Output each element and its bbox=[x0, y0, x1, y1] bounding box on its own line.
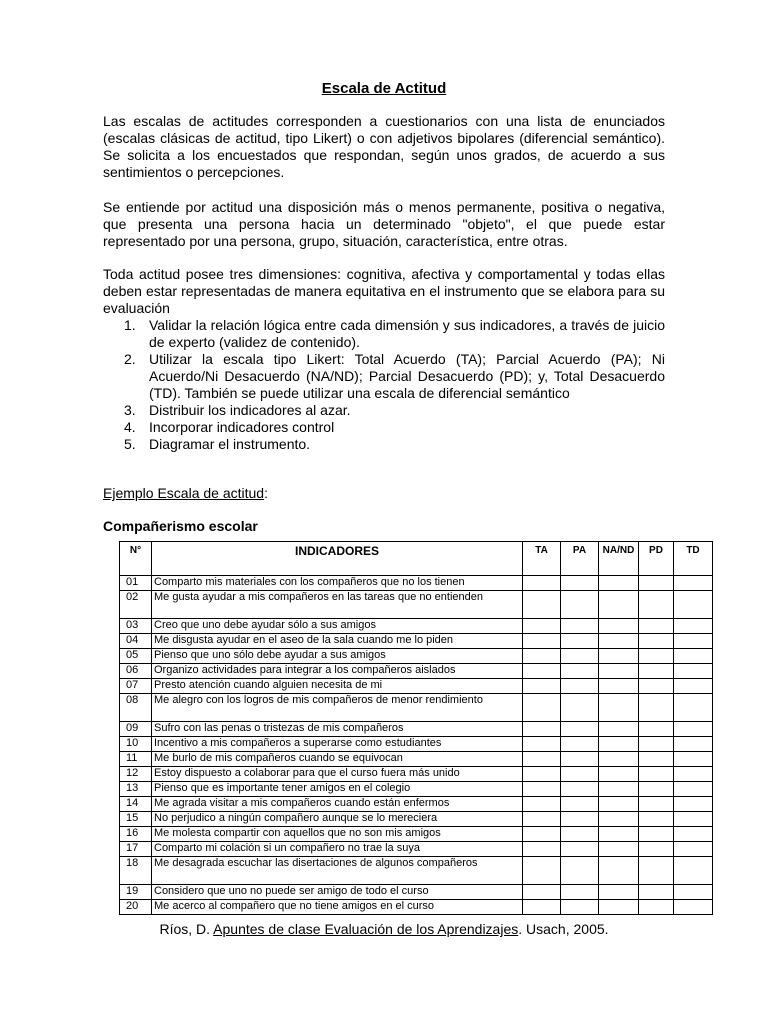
row-indicator: Me gusta ayudar a mis compañeros en las tareas que no entienden bbox=[152, 591, 523, 619]
list-item bbox=[103, 317, 665, 351]
table-row bbox=[120, 576, 713, 591]
row-indicator: Me agrada visitar a mis compañeros cuando están enfermos bbox=[152, 797, 523, 812]
cell-ta[interactable] bbox=[523, 591, 561, 619]
row-number: 19 bbox=[120, 885, 152, 900]
table-row bbox=[120, 782, 713, 797]
cell-td[interactable] bbox=[674, 812, 713, 827]
table-row bbox=[120, 752, 713, 767]
row-number: 07 bbox=[120, 679, 152, 694]
cell-nand[interactable] bbox=[599, 797, 639, 812]
cell-td[interactable] bbox=[674, 857, 713, 885]
cell-pd[interactable] bbox=[639, 842, 674, 857]
table-row bbox=[120, 649, 713, 664]
row-number: 05 bbox=[120, 649, 152, 664]
cell-ta[interactable] bbox=[523, 694, 561, 722]
step-number: 4. bbox=[124, 419, 136, 435]
cell-pa[interactable] bbox=[561, 619, 599, 634]
step-text: Diagramar el instrumento. bbox=[149, 436, 311, 452]
header-pa: PA bbox=[561, 542, 599, 576]
cell-nand[interactable] bbox=[599, 767, 639, 782]
step-text: Distribuir los indicadores al azar. bbox=[149, 402, 351, 418]
cell-td[interactable] bbox=[674, 634, 713, 649]
cell-pa[interactable] bbox=[561, 634, 599, 649]
row-indicator: Comparto mis materiales con los compañeros que no los tienen bbox=[152, 576, 523, 591]
cell-ta[interactable] bbox=[523, 576, 561, 591]
header-number: N° bbox=[120, 542, 152, 576]
table-header-row bbox=[120, 542, 713, 576]
header-indicators: INDICADORES bbox=[152, 542, 523, 576]
cell-td[interactable] bbox=[674, 576, 713, 591]
table-row bbox=[120, 664, 713, 679]
row-indicator: Creo que uno debe ayudar sólo a sus amigos bbox=[152, 619, 523, 634]
table-row bbox=[120, 737, 713, 752]
step-number: 1. bbox=[124, 317, 136, 333]
row-number: 01 bbox=[120, 576, 152, 591]
cell-pa[interactable] bbox=[561, 722, 599, 737]
table-row bbox=[120, 722, 713, 737]
cell-pd[interactable] bbox=[639, 857, 674, 885]
cell-nand[interactable] bbox=[599, 885, 639, 900]
cell-nand[interactable] bbox=[599, 649, 639, 664]
cell-pd[interactable] bbox=[639, 900, 674, 915]
citation-work: Apuntes de clase Evaluación de los Aprendizajes bbox=[213, 921, 519, 937]
cell-pd[interactable] bbox=[639, 591, 674, 619]
step-text: Utilizar la escala tipo Likert: Total Acuerdo (TA); Parcial Acuerdo (PA); Ni Acuerdo/Ni Desacuerdo (NA/ND); Parcial Desacuerdo (PD); y, Total Desacuerdo (TD). También se puede utilizar una escala de diferencial semántico bbox=[149, 351, 665, 401]
row-indicator: Me desagrada escuchar las disertaciones de algunos compañeros bbox=[152, 857, 523, 885]
cell-pa[interactable] bbox=[561, 885, 599, 900]
cell-nand[interactable] bbox=[599, 782, 639, 797]
header-td: TD bbox=[674, 542, 713, 576]
cell-pd[interactable] bbox=[639, 649, 674, 664]
cell-td[interactable] bbox=[674, 885, 713, 900]
cell-pd[interactable] bbox=[639, 885, 674, 900]
table-row bbox=[120, 694, 713, 722]
step-text: Validar la relación lógica entre cada dimensión y sus indicadores, a través de juicio de experto (validez de contenido). bbox=[149, 317, 665, 350]
cell-pd[interactable] bbox=[639, 737, 674, 752]
table-row bbox=[120, 827, 713, 842]
cell-pd[interactable] bbox=[639, 812, 674, 827]
row-number: 02 bbox=[120, 591, 152, 619]
table-row bbox=[120, 900, 713, 915]
cell-nand[interactable] bbox=[599, 576, 639, 591]
cell-ta[interactable] bbox=[523, 812, 561, 827]
cell-td[interactable] bbox=[674, 679, 713, 694]
row-indicator: Me disgusta ayudar en el aseo de la sala cuando me lo piden bbox=[152, 634, 523, 649]
cell-pd[interactable] bbox=[639, 782, 674, 797]
cell-pd[interactable] bbox=[639, 576, 674, 591]
row-indicator: Comparto mi colación si un compañero no trae la suya bbox=[152, 842, 523, 857]
step-text: Incorporar indicadores control bbox=[149, 419, 335, 435]
row-number: 13 bbox=[120, 782, 152, 797]
cell-ta[interactable] bbox=[523, 767, 561, 782]
cell-nand[interactable] bbox=[599, 619, 639, 634]
row-number: 20 bbox=[120, 900, 152, 915]
list-item bbox=[103, 351, 665, 402]
paragraph-definition: Se entiende por actitud una disposición más o menos permanente, positiva o negativa, que presenta una persona hacia un determinado "objeto", el que puede estar representado por una persona, grupo, situación, característica, entre otras. bbox=[103, 199, 665, 249]
row-indicator: Pienso que uno sólo debe ayudar a sus amigos bbox=[152, 649, 523, 664]
row-indicator: Me burlo de mis compañeros cuando se equivocan bbox=[152, 752, 523, 767]
table-row bbox=[120, 885, 713, 900]
cell-nand[interactable] bbox=[599, 900, 639, 915]
row-number: 14 bbox=[120, 797, 152, 812]
list-item bbox=[103, 402, 665, 419]
cell-ta[interactable] bbox=[523, 664, 561, 679]
row-number: 06 bbox=[120, 664, 152, 679]
step-number: 2. bbox=[124, 351, 136, 367]
cell-pa[interactable] bbox=[561, 752, 599, 767]
cell-nand[interactable] bbox=[599, 679, 639, 694]
cell-ta[interactable] bbox=[523, 900, 561, 915]
cell-pd[interactable] bbox=[639, 679, 674, 694]
row-indicator: Incentivo a mis compañeros a superarse como estudiantes bbox=[152, 737, 523, 752]
row-indicator: Me acerco al compañero que no tiene amigos en el curso bbox=[152, 900, 523, 915]
cell-td[interactable] bbox=[674, 842, 713, 857]
table-row bbox=[120, 619, 713, 634]
cell-ta[interactable] bbox=[523, 634, 561, 649]
cell-td[interactable] bbox=[674, 752, 713, 767]
example-label-colon: : bbox=[264, 485, 268, 501]
cell-td[interactable] bbox=[674, 649, 713, 664]
row-indicator: Presto atención cuando alguien necesita de mi bbox=[152, 679, 523, 694]
cell-ta[interactable] bbox=[523, 752, 561, 767]
row-indicator: Pienso que es importante tener amigos en el colegio bbox=[152, 782, 523, 797]
cell-pa[interactable] bbox=[561, 812, 599, 827]
cell-pa[interactable] bbox=[561, 679, 599, 694]
cell-pa[interactable] bbox=[561, 694, 599, 722]
cell-pa[interactable] bbox=[561, 827, 599, 842]
row-indicator: Me alegro con los logros de mis compañeros de menor rendimiento bbox=[152, 694, 523, 722]
row-number: 11 bbox=[120, 752, 152, 767]
cell-ta[interactable] bbox=[523, 619, 561, 634]
table-row bbox=[120, 679, 713, 694]
cell-ta[interactable] bbox=[523, 857, 561, 885]
cell-pa[interactable] bbox=[561, 737, 599, 752]
cell-ta[interactable] bbox=[523, 842, 561, 857]
table-row bbox=[120, 842, 713, 857]
row-number: 09 bbox=[120, 722, 152, 737]
cell-td[interactable] bbox=[674, 782, 713, 797]
row-indicator: Organizo actividades para integrar a los compañeros aislados bbox=[152, 664, 523, 679]
cell-td[interactable] bbox=[674, 591, 713, 619]
header-pd: PD bbox=[639, 542, 674, 576]
cell-pa[interactable] bbox=[561, 664, 599, 679]
cell-nand[interactable] bbox=[599, 737, 639, 752]
cell-pd[interactable] bbox=[639, 797, 674, 812]
cell-ta[interactable] bbox=[523, 797, 561, 812]
header-nand: NA/ND bbox=[599, 542, 639, 576]
cell-td[interactable] bbox=[674, 900, 713, 915]
row-number: 18 bbox=[120, 857, 152, 885]
cell-nand[interactable] bbox=[599, 812, 639, 827]
cell-pd[interactable] bbox=[639, 827, 674, 842]
cell-nand[interactable] bbox=[599, 827, 639, 842]
row-number: 08 bbox=[120, 694, 152, 722]
cell-td[interactable] bbox=[674, 737, 713, 752]
steps-list bbox=[103, 317, 665, 453]
cell-pa[interactable] bbox=[561, 649, 599, 664]
cell-nand[interactable] bbox=[599, 752, 639, 767]
example-label bbox=[103, 485, 268, 501]
cell-td[interactable] bbox=[674, 694, 713, 722]
table-row bbox=[120, 767, 713, 782]
cell-td[interactable] bbox=[674, 664, 713, 679]
header-ta: TA bbox=[523, 542, 561, 576]
cell-td[interactable] bbox=[674, 722, 713, 737]
cell-ta[interactable] bbox=[523, 737, 561, 752]
table-row bbox=[120, 634, 713, 649]
cell-ta[interactable] bbox=[523, 885, 561, 900]
cell-pd[interactable] bbox=[639, 619, 674, 634]
attitude-scale-table bbox=[119, 541, 713, 915]
list-item bbox=[103, 419, 665, 436]
citation-author: Ríos, D. bbox=[159, 921, 214, 937]
cell-ta[interactable] bbox=[523, 722, 561, 737]
cell-nand[interactable] bbox=[599, 722, 639, 737]
step-number: 5. bbox=[124, 436, 136, 452]
scale-subtitle: Compañerismo escolar bbox=[103, 518, 258, 534]
cell-pd[interactable] bbox=[639, 694, 674, 722]
row-number: 15 bbox=[120, 812, 152, 827]
cell-pa[interactable] bbox=[561, 900, 599, 915]
table-row bbox=[120, 591, 713, 619]
row-number: 04 bbox=[120, 634, 152, 649]
cell-pa[interactable] bbox=[561, 857, 599, 885]
row-indicator: Estoy dispuesto a colaborar para que el curso fuera más unido bbox=[152, 767, 523, 782]
cell-nand[interactable] bbox=[599, 664, 639, 679]
cell-pa[interactable] bbox=[561, 782, 599, 797]
citation bbox=[0, 921, 768, 937]
document-title: Escala de Actitud bbox=[321, 80, 447, 97]
cell-pd[interactable] bbox=[639, 752, 674, 767]
cell-pd[interactable] bbox=[639, 767, 674, 782]
cell-nand[interactable] bbox=[599, 842, 639, 857]
row-number: 16 bbox=[120, 827, 152, 842]
cell-pa[interactable] bbox=[561, 767, 599, 782]
cell-td[interactable] bbox=[674, 827, 713, 842]
list-item bbox=[103, 436, 665, 453]
cell-td[interactable] bbox=[674, 767, 713, 782]
cell-nand[interactable] bbox=[599, 591, 639, 619]
cell-pd[interactable] bbox=[639, 664, 674, 679]
cell-nand[interactable] bbox=[599, 694, 639, 722]
cell-pa[interactable] bbox=[561, 591, 599, 619]
cell-td[interactable] bbox=[674, 619, 713, 634]
cell-nand[interactable] bbox=[599, 857, 639, 885]
paragraph-intro: Las escalas de actitudes corresponden a cuestionarios con una lista de enunciados (escalas clásicas de actitud, tipo Likert) o con adjetivos bipolares (diferencial semántico). Se solicita a los encuestados que respondan, según unos grados, de acuerdo a sus sentimientos o percepciones. bbox=[103, 113, 665, 180]
row-number: 10 bbox=[120, 737, 152, 752]
example-label-text: Ejemplo Escala de actitud bbox=[103, 485, 265, 501]
cell-ta[interactable] bbox=[523, 827, 561, 842]
row-number: 03 bbox=[120, 619, 152, 634]
row-indicator: No perjudico a ningún compañero aunque se lo mereciera bbox=[152, 812, 523, 827]
table-row bbox=[120, 797, 713, 812]
cell-ta[interactable] bbox=[523, 679, 561, 694]
citation-rest: . Usach, 2005. bbox=[518, 921, 609, 937]
paragraph-dimensions: Toda actitud posee tres dimensiones: cognitiva, afectiva y comportamental y todas ellas deben estar representadas de manera equitativa en el instrumento que se elabora para su evaluación bbox=[103, 266, 665, 316]
row-indicator: Me molesta compartir con aquellos que no son mis amigos bbox=[152, 827, 523, 842]
cell-ta[interactable] bbox=[523, 649, 561, 664]
cell-pa[interactable] bbox=[561, 576, 599, 591]
table-row bbox=[120, 812, 713, 827]
row-number: 17 bbox=[120, 842, 152, 857]
step-number: 3. bbox=[124, 402, 136, 418]
cell-ta[interactable] bbox=[523, 782, 561, 797]
row-indicator: Sufro con las penas o tristezas de mis compañeros bbox=[152, 722, 523, 737]
cell-pa[interactable] bbox=[561, 797, 599, 812]
cell-pa[interactable] bbox=[561, 842, 599, 857]
table-row bbox=[120, 857, 713, 885]
cell-pd[interactable] bbox=[639, 722, 674, 737]
row-number: 12 bbox=[120, 767, 152, 782]
cell-td[interactable] bbox=[674, 797, 713, 812]
cell-nand[interactable] bbox=[599, 634, 639, 649]
cell-pd[interactable] bbox=[639, 634, 674, 649]
row-indicator: Considero que uno no puede ser amigo de todo el curso bbox=[152, 885, 523, 900]
